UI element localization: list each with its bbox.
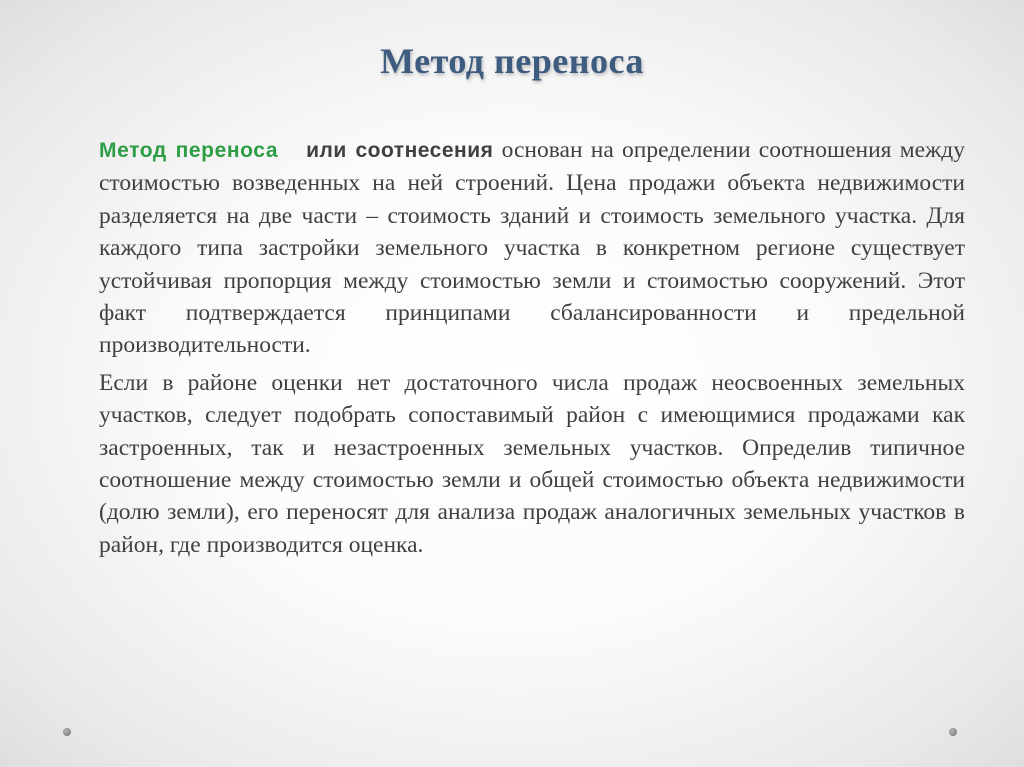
paragraph-method-definition [99,134,965,362]
term-or-correlation: или соотнесения [306,139,494,162]
bullet-dot-left-icon [63,728,71,736]
term-method-transfer: Метод переноса [99,139,279,162]
bullet-dot-right-icon [949,728,957,736]
paragraph-method-application [99,367,965,561]
slide-title: Метод переноса [380,41,644,81]
paragraph-2-text: Если в районе оценки нет достаточного числа продаж неосвоенных земельных участков, следует подобрать сопоставимый район с имеющимися продажами как застроенных, так и незастроенных земельных участков. Определив типичное соотношение между стоимостью земли и общей стоимостью объекта недвижимости (долю земли), его переносят для анализа продаж аналогичных земельных участков в район, где производится оценка. [99,369,965,558]
slide-body [99,134,965,561]
paragraph-1-text: основан на определении соотношения между стоимостью возведенных на ней строений. Цена продажи объекта недвижимости разделяется на две части – стоимость зданий и стоимость земельного участка. Для каждого типа застройки земельного участка в конкретном регионе существует устойчивая пропорция между стоимостью земли и стоимостью сооружений. Этот факт подтверждается принципами сбалансированности и предельной производительности. [99,137,965,359]
